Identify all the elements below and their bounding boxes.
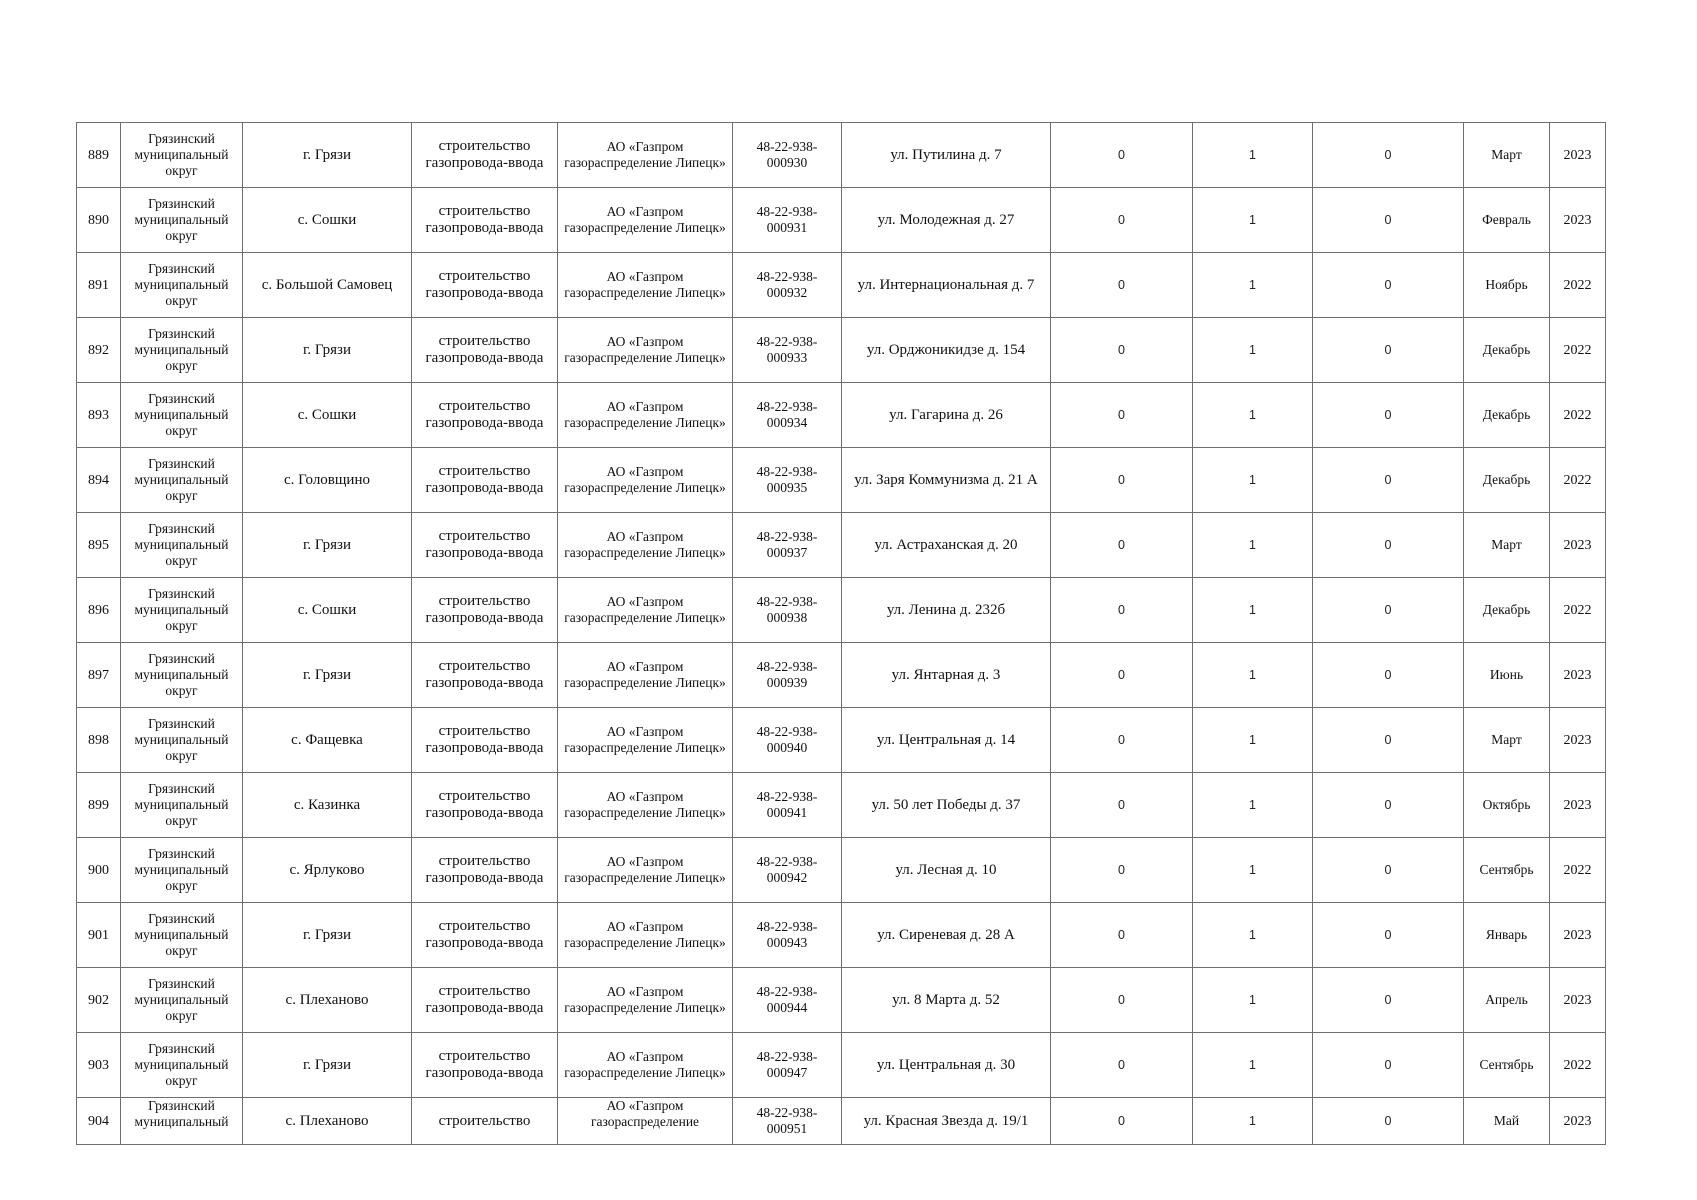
month-cell: Декабрь [1464,318,1550,383]
district-cell: Грязинский муниципальный округ [121,773,243,838]
work-type-cell: строительство газопровода-ввода [412,773,558,838]
address-cell: ул. Янтарная д. 3 [842,643,1051,708]
organization-cell: АО «Газпром газораспределение Липецк» [558,903,733,968]
district-cell: Грязинский муниципальный округ [121,643,243,708]
locality-cell: с. Казинка [243,773,412,838]
value-1-cell: 0 [1051,1098,1193,1145]
value-1-cell: 0 [1051,383,1193,448]
table-body [77,123,1606,1145]
table-row [77,838,1606,903]
table-row [77,448,1606,513]
value-1-cell: 0 [1051,448,1193,513]
table-row [77,578,1606,643]
value-3-cell: 0 [1313,448,1464,513]
table-row [77,903,1606,968]
row-number: 896 [77,578,121,643]
value-2-cell: 1 [1193,773,1313,838]
work-type-cell: строительство газопровода-ввода [412,968,558,1033]
value-1-cell: 0 [1051,773,1193,838]
organization-cell: АО «Газпром газораспределение Липецк» [558,448,733,513]
value-1-cell: 0 [1051,123,1193,188]
month-cell: Сентябрь [1464,838,1550,903]
locality-cell: г. Грязи [243,513,412,578]
organization-cell: АО «Газпром газораспределение Липецк» [558,253,733,318]
row-number: 894 [77,448,121,513]
value-2-cell: 1 [1193,318,1313,383]
address-cell: ул. 50 лет Победы д. 37 [842,773,1051,838]
address-cell: ул. 8 Марта д. 52 [842,968,1051,1033]
row-number: 891 [77,253,121,318]
object-code-cell: 48-22-938- 000942 [733,838,842,903]
organization-cell: АО «Газпром газораспределение Липецк» [558,578,733,643]
value-3-cell: 0 [1313,253,1464,318]
locality-cell: г. Грязи [243,123,412,188]
row-number: 897 [77,643,121,708]
locality-cell: г. Грязи [243,318,412,383]
organization-cell: АО «Газпром газораспределение [558,1098,733,1145]
address-cell: ул. Молодежная д. 27 [842,188,1051,253]
organization-cell: АО «Газпром газораспределение Липецк» [558,318,733,383]
row-number: 892 [77,318,121,383]
year-cell: 2022 [1550,253,1606,318]
value-2-cell: 1 [1193,123,1313,188]
month-cell: Июнь [1464,643,1550,708]
locality-cell: с. Ярлуково [243,838,412,903]
row-number: 902 [77,968,121,1033]
work-type-cell: строительство газопровода-ввода [412,448,558,513]
object-code-cell: 48-22-938- 000931 [733,188,842,253]
object-code-cell: 48-22-938- 000930 [733,123,842,188]
year-cell: 2022 [1550,448,1606,513]
year-cell: 2022 [1550,383,1606,448]
value-2-cell: 1 [1193,1098,1313,1145]
table-row [77,253,1606,318]
year-cell: 2022 [1550,578,1606,643]
value-1-cell: 0 [1051,318,1193,383]
district-cell: Грязинский муниципальный [121,1098,243,1145]
value-3-cell: 0 [1313,123,1464,188]
value-1-cell: 0 [1051,253,1193,318]
table-row [77,1033,1606,1098]
table-row [77,513,1606,578]
address-cell: ул. Путилина д. 7 [842,123,1051,188]
value-2-cell: 1 [1193,838,1313,903]
work-type-cell: строительство газопровода-ввода [412,1033,558,1098]
organization-cell: АО «Газпром газораспределение Липецк» [558,968,733,1033]
value-3-cell: 0 [1313,318,1464,383]
locality-cell: г. Грязи [243,643,412,708]
district-cell: Грязинский муниципальный округ [121,903,243,968]
object-code-cell: 48-22-938- 000937 [733,513,842,578]
value-3-cell: 0 [1313,643,1464,708]
year-cell: 2023 [1550,643,1606,708]
value-3-cell: 0 [1313,903,1464,968]
year-cell: 2023 [1550,513,1606,578]
value-1-cell: 0 [1051,188,1193,253]
object-code-cell: 48-22-938- 000943 [733,903,842,968]
row-number: 898 [77,708,121,773]
value-2-cell: 1 [1193,708,1313,773]
month-cell: Октябрь [1464,773,1550,838]
table-row [77,643,1606,708]
value-1-cell: 0 [1051,838,1193,903]
district-cell: Грязинский муниципальный округ [121,578,243,643]
value-1-cell: 0 [1051,1033,1193,1098]
value-2-cell: 1 [1193,643,1313,708]
row-number: 890 [77,188,121,253]
year-cell: 2022 [1550,1033,1606,1098]
value-3-cell: 0 [1313,773,1464,838]
month-cell: Март [1464,123,1550,188]
year-cell: 2022 [1550,318,1606,383]
value-3-cell: 0 [1313,838,1464,903]
month-cell: Сентябрь [1464,1033,1550,1098]
address-cell: ул. Астраханская д. 20 [842,513,1051,578]
district-cell: Грязинский муниципальный округ [121,1033,243,1098]
row-number: 904 [77,1098,121,1145]
organization-cell: АО «Газпром газораспределение Липецк» [558,513,733,578]
work-type-cell: строительство газопровода-ввода [412,318,558,383]
value-1-cell: 0 [1051,643,1193,708]
value-3-cell: 0 [1313,968,1464,1033]
table-row [77,773,1606,838]
object-code-cell: 48-22-938- 000935 [733,448,842,513]
table-row [77,708,1606,773]
district-cell: Грязинский муниципальный округ [121,318,243,383]
organization-cell: АО «Газпром газораспределение Липецк» [558,383,733,448]
value-3-cell: 0 [1313,513,1464,578]
work-type-cell: строительство газопровода-ввода [412,253,558,318]
object-code-cell: 48-22-938- 000938 [733,578,842,643]
locality-cell: с. Плеханово [243,968,412,1033]
address-cell: ул. Орджоникидзе д. 154 [842,318,1051,383]
locality-cell: г. Грязи [243,1033,412,1098]
gasification-table [76,122,1606,1145]
work-type-cell: строительство газопровода-ввода [412,838,558,903]
district-cell: Грязинский муниципальный округ [121,708,243,773]
table-row [77,968,1606,1033]
month-cell: Март [1464,513,1550,578]
work-type-cell: строительство газопровода-ввода [412,188,558,253]
value-2-cell: 1 [1193,188,1313,253]
object-code-cell: 48-22-938- 000939 [733,643,842,708]
year-cell: 2023 [1550,903,1606,968]
value-2-cell: 1 [1193,253,1313,318]
value-2-cell: 1 [1193,383,1313,448]
table-row [77,318,1606,383]
table-row [77,1098,1606,1145]
locality-cell: с. Сошки [243,578,412,643]
district-cell: Грязинский муниципальный округ [121,513,243,578]
year-cell: 2023 [1550,968,1606,1033]
row-number: 899 [77,773,121,838]
work-type-cell: строительство газопровода-ввода [412,383,558,448]
value-3-cell: 0 [1313,383,1464,448]
table-row [77,123,1606,188]
organization-cell: АО «Газпром газораспределение Липецк» [558,773,733,838]
object-code-cell: 48-22-938- 000933 [733,318,842,383]
object-code-cell: 48-22-938- 000932 [733,253,842,318]
locality-cell: с. Сошки [243,383,412,448]
row-number: 895 [77,513,121,578]
month-cell: Апрель [1464,968,1550,1033]
organization-cell: АО «Газпром газораспределение Липецк» [558,643,733,708]
value-3-cell: 0 [1313,1033,1464,1098]
value-2-cell: 1 [1193,968,1313,1033]
value-1-cell: 0 [1051,578,1193,643]
object-code-cell: 48-22-938- 000951 [733,1098,842,1145]
row-number: 889 [77,123,121,188]
district-cell: Грязинский муниципальный округ [121,838,243,903]
work-type-cell: строительство газопровода-ввода [412,578,558,643]
locality-cell: с. Головщино [243,448,412,513]
address-cell: ул. Ленина д. 232б [842,578,1051,643]
row-number: 893 [77,383,121,448]
address-cell: ул. Красная Звезда д. 19/1 [842,1098,1051,1145]
work-type-cell: строительство газопровода-ввода [412,123,558,188]
value-3-cell: 0 [1313,578,1464,643]
month-cell: Декабрь [1464,383,1550,448]
table-row [77,383,1606,448]
object-code-cell: 48-22-938- 000941 [733,773,842,838]
month-cell: Декабрь [1464,578,1550,643]
year-cell: 2023 [1550,1098,1606,1145]
organization-cell: АО «Газпром газораспределение Липецк» [558,188,733,253]
value-1-cell: 0 [1051,513,1193,578]
year-cell: 2023 [1550,188,1606,253]
value-1-cell: 0 [1051,968,1193,1033]
address-cell: ул. Интернациональная д. 7 [842,253,1051,318]
value-2-cell: 1 [1193,1033,1313,1098]
locality-cell: с. Сошки [243,188,412,253]
address-cell: ул. Гагарина д. 26 [842,383,1051,448]
object-code-cell: 48-22-938- 000934 [733,383,842,448]
locality-cell: с. Фащевка [243,708,412,773]
value-2-cell: 1 [1193,448,1313,513]
work-type-cell: строительство газопровода-ввода [412,903,558,968]
organization-cell: АО «Газпром газораспределение Липецк» [558,1033,733,1098]
district-cell: Грязинский муниципальный округ [121,188,243,253]
organization-cell: АО «Газпром газораспределение Липецк» [558,838,733,903]
table-row [77,188,1606,253]
value-2-cell: 1 [1193,513,1313,578]
object-code-cell: 48-22-938- 000940 [733,708,842,773]
month-cell: Декабрь [1464,448,1550,513]
district-cell: Грязинский муниципальный округ [121,123,243,188]
value-3-cell: 0 [1313,1098,1464,1145]
organization-cell: АО «Газпром газораспределение Липецк» [558,123,733,188]
month-cell: Февраль [1464,188,1550,253]
address-cell: ул. Сиреневая д. 28 А [842,903,1051,968]
month-cell: Январь [1464,903,1550,968]
value-3-cell: 0 [1313,708,1464,773]
row-number: 900 [77,838,121,903]
organization-cell: АО «Газпром газораспределение Липецк» [558,708,733,773]
year-cell: 2022 [1550,838,1606,903]
address-cell: ул. Центральная д. 30 [842,1033,1051,1098]
month-cell: Март [1464,708,1550,773]
locality-cell: г. Грязи [243,903,412,968]
address-cell: ул. Центральная д. 14 [842,708,1051,773]
value-2-cell: 1 [1193,903,1313,968]
district-cell: Грязинский муниципальный округ [121,383,243,448]
value-2-cell: 1 [1193,578,1313,643]
locality-cell: с. Плеханово [243,1098,412,1145]
object-code-cell: 48-22-938- 000947 [733,1033,842,1098]
row-number: 901 [77,903,121,968]
value-3-cell: 0 [1313,188,1464,253]
year-cell: 2023 [1550,708,1606,773]
month-cell: Май [1464,1098,1550,1145]
year-cell: 2023 [1550,773,1606,838]
work-type-cell: строительство газопровода-ввода [412,643,558,708]
work-type-cell: строительство газопровода-ввода [412,513,558,578]
year-cell: 2023 [1550,123,1606,188]
work-type-cell: строительство газопровода-ввода [412,708,558,773]
value-1-cell: 0 [1051,708,1193,773]
address-cell: ул. Заря Коммунизма д. 21 А [842,448,1051,513]
address-cell: ул. Лесная д. 10 [842,838,1051,903]
month-cell: Ноябрь [1464,253,1550,318]
row-number: 903 [77,1033,121,1098]
district-cell: Грязинский муниципальный округ [121,448,243,513]
value-1-cell: 0 [1051,903,1193,968]
work-type-cell: строительство [412,1098,558,1145]
district-cell: Грязинский муниципальный округ [121,253,243,318]
locality-cell: с. Большой Самовец [243,253,412,318]
object-code-cell: 48-22-938- 000944 [733,968,842,1033]
district-cell: Грязинский муниципальный округ [121,968,243,1033]
